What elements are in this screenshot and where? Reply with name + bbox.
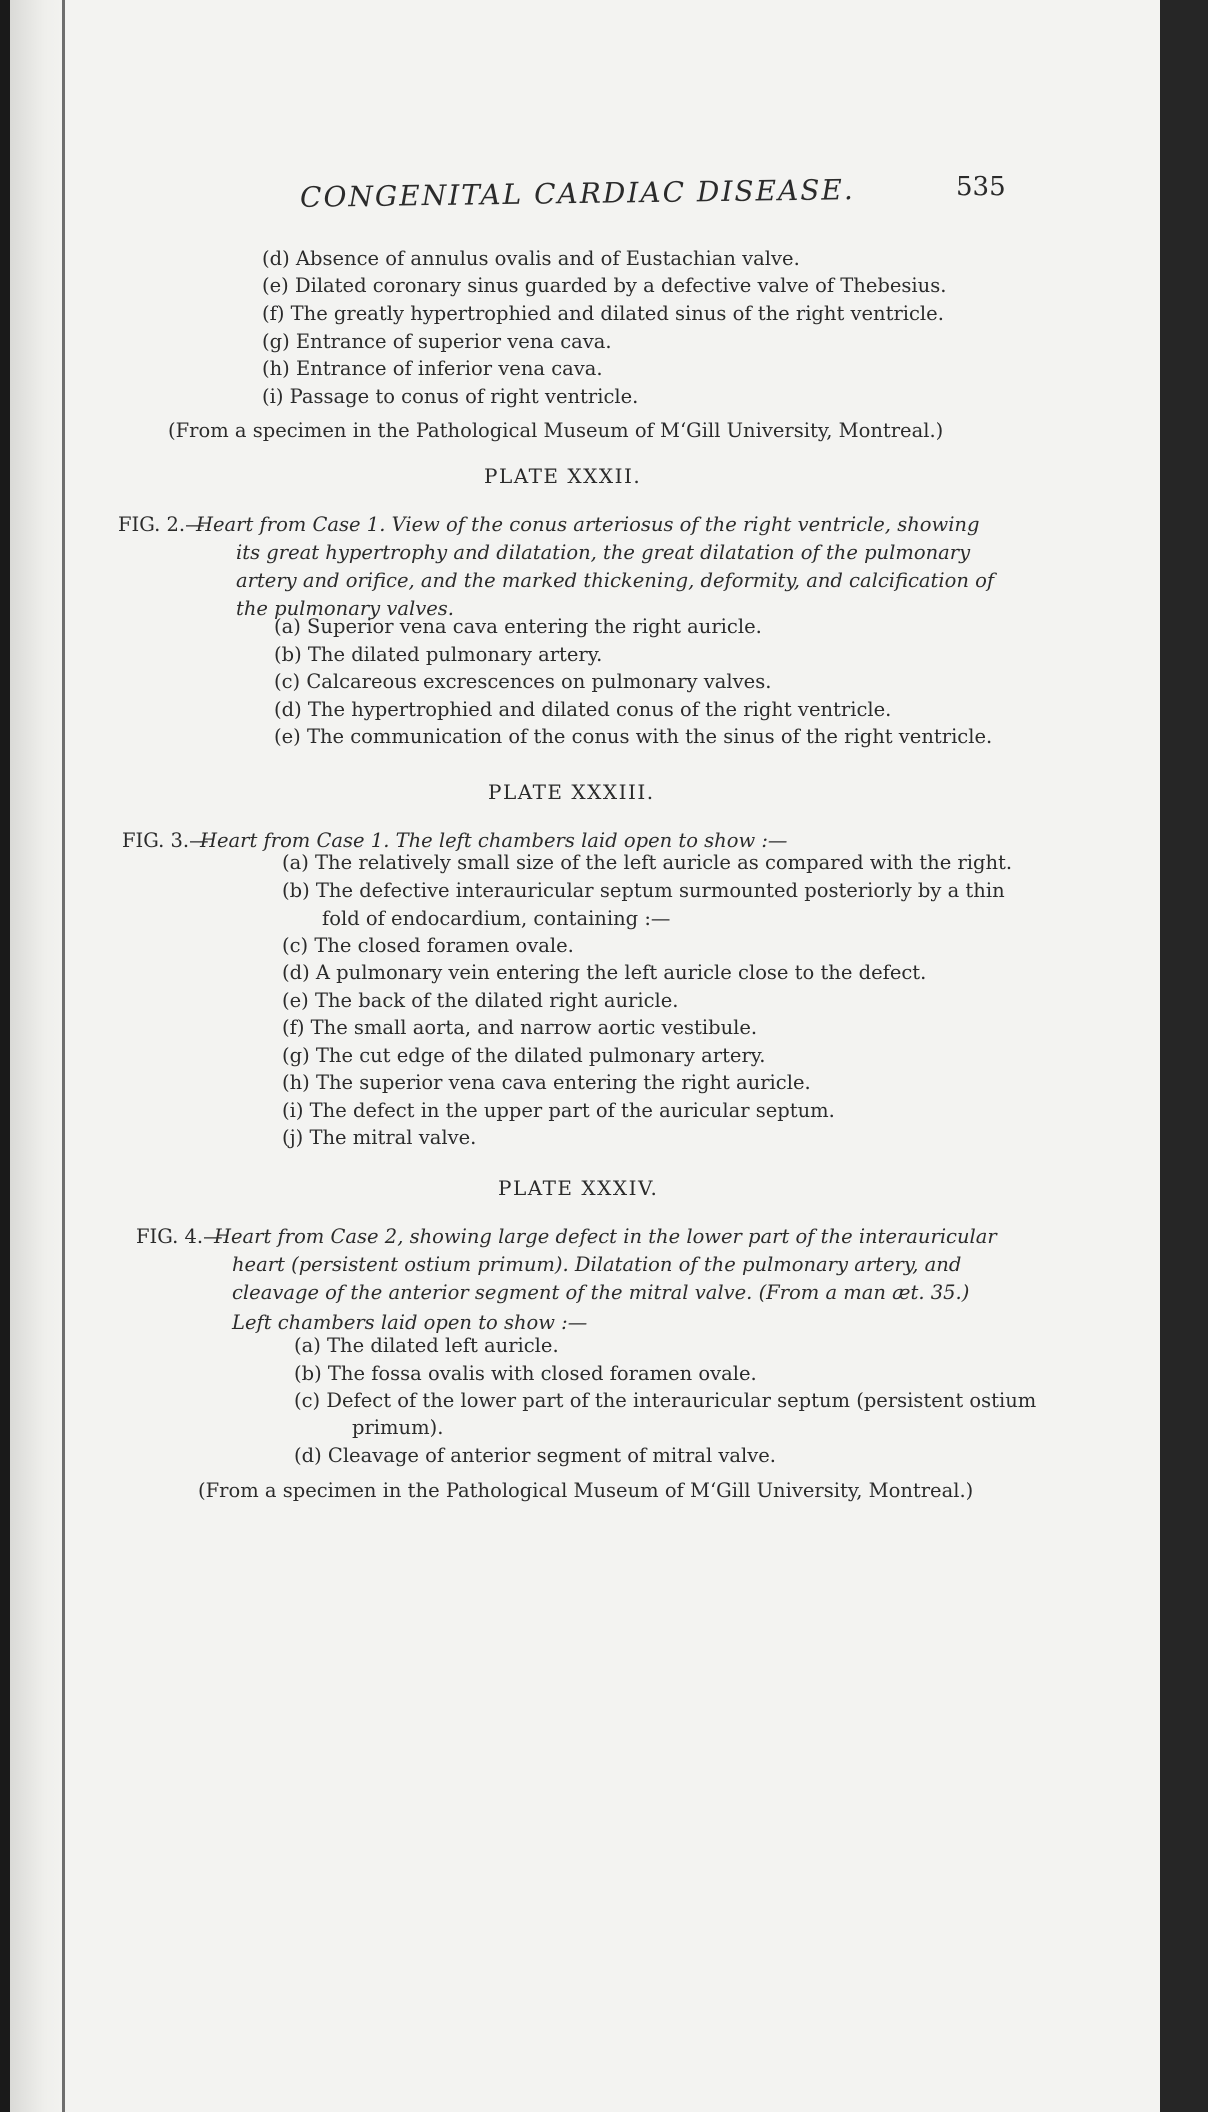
figure-label: FIG. 3.— — [122, 829, 209, 852]
page-number: 535 — [956, 172, 1006, 202]
figure-caption-line: Heart from Case 2, showing large defect in the lower part of the interauricular — [214, 1225, 997, 1248]
list-item: (h) The superior vena cava entering the right auricle. — [282, 1071, 811, 1094]
figure-caption-line: Heart from Case 1. The left chambers laid open to show :— — [200, 829, 788, 852]
figure-caption-line: its great hypertrophy and dilatation, the great dilatation of the pulmonary — [236, 541, 971, 564]
list-item: (f) The greatly hypertrophied and dilated sinus of the right ventricle. — [262, 302, 944, 325]
list-item: (a) Superior vena cava entering the right auricle. — [274, 615, 762, 638]
specimen-source: (From a specimen in the Pathological Museum of M‘Gill University, Montreal.) — [198, 1479, 974, 1502]
plate-heading: PLATE XXXIV. — [498, 1176, 659, 1200]
list-item: (e) The communication of the conus with the sinus of the right ventricle. — [274, 725, 993, 748]
list-item: (i) The defect in the upper part of the auricular septum. — [282, 1099, 835, 1122]
figure-caption-line: cleavage of the anterior segment of the mitral valve. (From a man æt. 35.) — [232, 1281, 970, 1304]
list-item: (b) The dilated pulmonary artery. — [274, 643, 603, 666]
list-item: (c) Calcareous excrescences on pulmonary valves. — [274, 670, 772, 693]
specimen-source: (From a specimen in the Pathological Museum of M‘Gill University, Montreal.) — [168, 419, 944, 442]
list-item: (c) Defect of the lower part of the interauricular septum (persistent ostium — [294, 1389, 1037, 1412]
list-item: (e) The back of the dilated right auricle. — [282, 989, 679, 1012]
list-item: (d) A pulmonary vein entering the left auricle close to the defect. — [282, 961, 927, 984]
list-item: (j) The mitral valve. — [282, 1126, 477, 1149]
list-item: (b) The fossa ovalis with closed foramen ovale. — [294, 1362, 757, 1385]
plate-heading: PLATE XXXIII. — [488, 780, 655, 804]
figure-caption-line: artery and orifice, and the marked thickening, deformity, and calcification of — [236, 569, 995, 592]
list-item: (h) Entrance of inferior vena cava. — [262, 357, 603, 380]
figure-label: FIG. 2.— — [118, 513, 205, 536]
list-item: (d) Cleavage of anterior segment of mitral valve. — [294, 1444, 777, 1467]
list-item: (c) The closed foramen ovale. — [282, 934, 574, 957]
subheading: Left chambers laid open to show :— — [232, 1311, 588, 1334]
list-item: fold of endocardium, containing :— — [322, 907, 671, 930]
list-item: (e) Dilated coronary sinus guarded by a defective valve of Thebesius. — [262, 274, 947, 297]
figure-caption-line: heart (persistent ostium primum). Dilatation of the pulmonary artery, and — [232, 1253, 962, 1276]
list-item: (b) The defective interauricular septum surmounted posteriorly by a thin — [282, 879, 1005, 902]
list-item: (d) The hypertrophied and dilated conus of the right ventricle. — [274, 698, 892, 721]
running-header: CONGENITAL CARDIAC DISEASE. — [299, 173, 855, 214]
figure-caption-line: the pulmonary valves. — [236, 597, 455, 620]
list-item: (i) Passage to conus of right ventricle. — [262, 385, 639, 408]
plate-heading: PLATE XXXII. — [484, 464, 642, 488]
list-item: (g) The cut edge of the dilated pulmonary artery. — [282, 1044, 766, 1067]
list-item: (d) Absence of annulus ovalis and of Eustachian valve. — [262, 247, 800, 270]
list-item: primum). — [352, 1416, 444, 1439]
list-item: (g) Entrance of superior vena cava. — [262, 330, 612, 353]
figure-label: FIG. 4.— — [136, 1225, 223, 1248]
list-item: (a) The dilated left auricle. — [294, 1334, 559, 1357]
list-item: (f) The small aorta, and narrow aortic vestibule. — [282, 1016, 758, 1039]
scan-edge-right — [1160, 0, 1208, 2112]
list-item: (a) The relatively small size of the left auricle as compared with the right. — [282, 851, 1013, 874]
figure-caption-line: Heart from Case 1. View of the conus arteriosus of the right ventricle, showing — [196, 513, 980, 536]
